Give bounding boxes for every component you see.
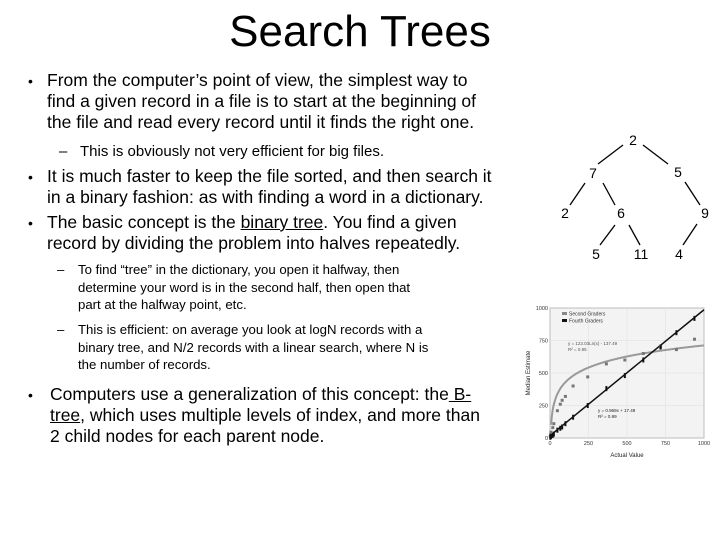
x-axis-label: Actual Value — [610, 453, 644, 459]
data-point — [675, 348, 678, 351]
bullet-3-subpoint-2 — [78, 321, 428, 374]
dash-marker: – — [57, 322, 65, 337]
tree-node: 5 — [674, 164, 682, 180]
data-point — [561, 399, 564, 402]
y-tick-label: 750 — [538, 338, 548, 345]
text-line: find a given record in a file is to start at the beginning of — [47, 91, 477, 111]
data-point — [587, 403, 589, 408]
bullet-3-text — [47, 212, 460, 254]
data-point — [550, 434, 552, 439]
chart-annotation: y = 123.03Ln(x) - 137.49 — [568, 341, 618, 346]
data-point — [564, 395, 567, 398]
x-tick-label: 500 — [622, 441, 632, 447]
data-point — [564, 421, 566, 426]
y-tick-label: 0 — [544, 436, 548, 442]
bullet-marker: • — [28, 215, 33, 231]
text-line: To find “tree” in the dictionary, you open it halfway, then — [78, 262, 400, 277]
slide-title: Search Trees — [229, 7, 491, 56]
y-tick-label: 1000 — [535, 306, 548, 312]
bullet-2-text — [47, 166, 492, 208]
data-point — [586, 375, 589, 378]
bullet-marker: • — [28, 387, 33, 403]
text-line: the number of records. — [78, 357, 211, 372]
tree-edge — [683, 224, 697, 245]
legend-label: Fourth Graders — [569, 318, 603, 325]
text-line: record by dividing the problem into halves repeatedly. — [47, 233, 461, 253]
data-point — [552, 422, 555, 425]
data-point — [642, 352, 645, 355]
text-line: part at the halfway point, etc. — [78, 297, 247, 312]
tree-node: 9 — [701, 205, 709, 221]
text-line: tree, which uses multiple levels of index, and more than — [50, 405, 480, 425]
data-point — [693, 338, 696, 341]
bullet-1-subpoint: This is obviously not very efficient for big files. — [80, 143, 385, 160]
text-line: 2 child nodes for each parent node. — [50, 426, 325, 446]
legend-label: Second Graders — [569, 311, 606, 318]
tree-edge — [685, 182, 700, 205]
tree-edge — [570, 183, 585, 205]
data-point — [556, 428, 558, 433]
chart-annotation: y = 0.969x + 17.49 — [598, 408, 636, 413]
data-point — [642, 358, 644, 363]
tree-edge — [600, 225, 615, 245]
tree-edge — [598, 145, 623, 164]
data-point — [559, 426, 561, 431]
text-line: From the computer’s point of view, the simplest way to — [47, 70, 468, 90]
chart-annotation: R² = 0.95 — [568, 347, 587, 352]
text-line: binary tree, and N/2 records with a linear search, where N is — [78, 339, 429, 355]
data-point — [559, 403, 562, 406]
chart-annotation: R² = 0.99 — [598, 414, 617, 419]
data-point — [675, 330, 677, 335]
tree-node: 4 — [675, 246, 683, 262]
text-line: The basic concept is the binary tree. You find a given — [47, 212, 457, 232]
data-point — [660, 345, 662, 350]
text-line: in a binary fashion: as with finding a word in a dictionary. — [47, 187, 484, 207]
bullet-1-text — [47, 70, 476, 133]
tree-node: 7 — [589, 165, 597, 181]
text-line: determine your word is in the second half, then open that — [78, 279, 411, 295]
data-point — [553, 432, 555, 437]
bullet-marker: • — [28, 73, 33, 89]
text-line: It is much faster to keep the file sorted, and then search it — [47, 166, 492, 186]
tree-node: 5 — [592, 246, 600, 262]
b-tree-link[interactable]: B- — [448, 384, 472, 404]
y-tick-label: 250 — [538, 403, 548, 410]
text-line: the file and read every record until it finds the right one. — [47, 112, 475, 132]
data-point — [693, 316, 695, 321]
x-tick-label: 750 — [660, 441, 671, 447]
data-point — [572, 415, 574, 420]
x-tick-label: 1000 — [697, 441, 711, 447]
data-point — [605, 362, 608, 365]
tree-edge — [603, 183, 615, 205]
data-point — [561, 424, 563, 429]
legend-swatch — [562, 319, 567, 322]
x-tick-label: 250 — [583, 441, 594, 447]
legend-swatch — [562, 312, 567, 315]
bullet-4-text — [50, 384, 480, 447]
data-point — [605, 386, 607, 391]
chart-legend — [562, 312, 606, 325]
bullet-marker: • — [28, 169, 33, 185]
tree-edge — [643, 145, 668, 164]
tree-edge — [629, 225, 640, 245]
data-point — [551, 426, 554, 429]
bullet-3-subpoint-1 — [78, 261, 410, 314]
dash-marker: – — [57, 262, 65, 277]
binary-tree-link[interactable]: binary tree — [240, 212, 324, 232]
tree-node: 2 — [629, 132, 637, 148]
data-point — [556, 409, 559, 412]
binary-tree-diagram — [540, 120, 720, 275]
data-point — [624, 373, 626, 378]
text-line: This is efficient: on average you look at logN records with a — [78, 322, 423, 337]
b-tree-link[interactable]: tree — [50, 405, 81, 425]
tree-edges — [570, 145, 700, 245]
tree-node: 11 — [633, 246, 649, 262]
dash-marker: – — [59, 143, 68, 160]
text-line: Computers use a generalization of this concept: the B- — [50, 384, 472, 404]
tree-node: 6 — [617, 205, 625, 221]
y-axis-label: Median Estimate — [526, 350, 532, 396]
data-point — [623, 359, 626, 362]
data-point — [572, 385, 575, 388]
x-tick-label: 0 — [548, 441, 552, 447]
y-tick-label: 500 — [538, 371, 548, 377]
tree-node: 2 — [561, 205, 569, 221]
scatter-chart — [518, 296, 716, 466]
